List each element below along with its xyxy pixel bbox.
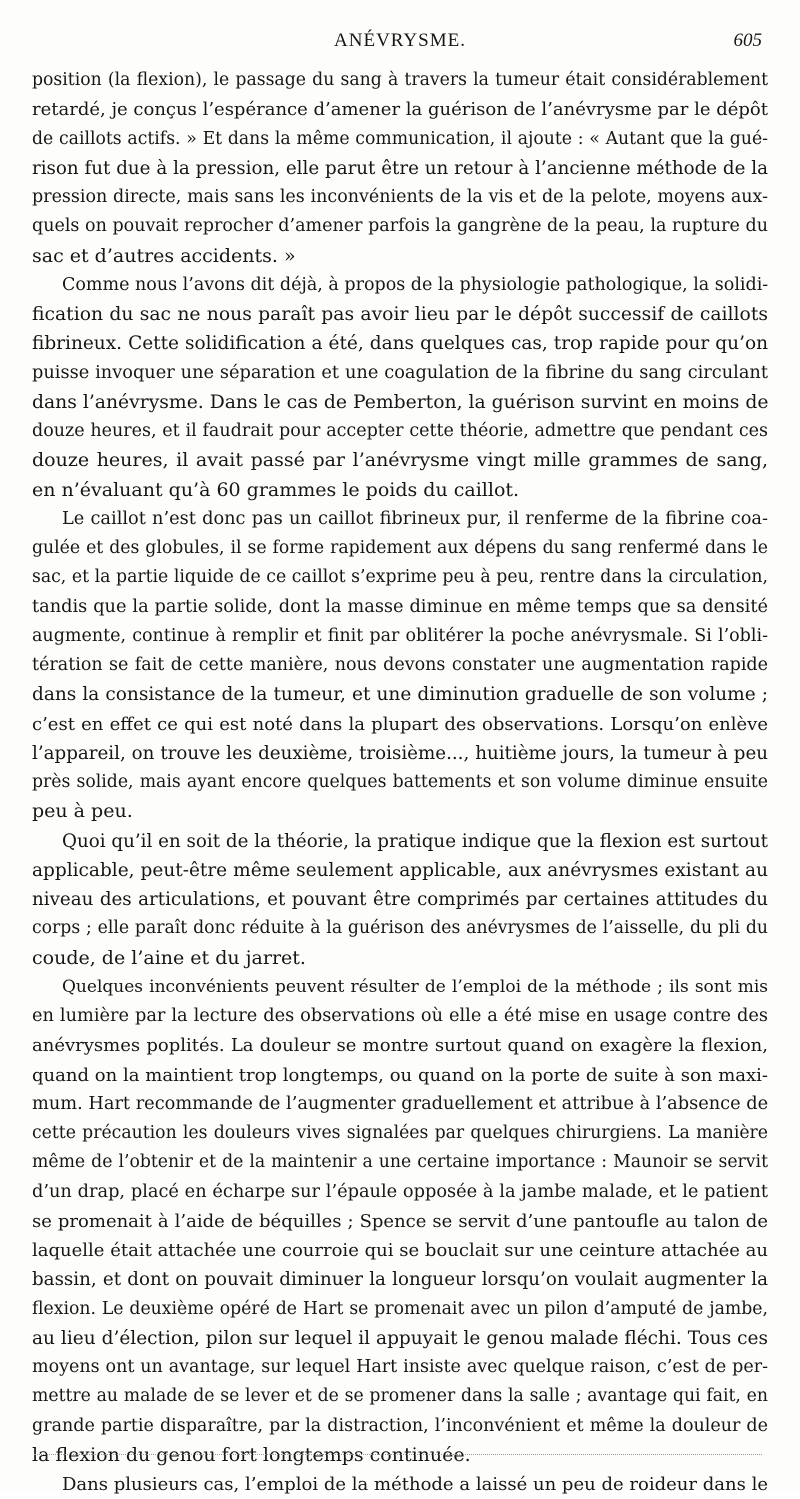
text-line: au lieu d’élection, pilon sur lequel il appuyait le genou malade fléchi. Tous ces [32,1327,768,1349]
text-line: même de l’obtenir et de la maintenir a une certaine importance : Maunoir se servit [32,1152,768,1173]
text-line: d’un drap, placé en écharpe sur l’épaule opposée à la jambe malade, et le patient [32,1181,768,1202]
text-line: puisse invoquer une séparation et une coagulation de la fibrine du sang circulant [32,362,768,383]
text-line: cette précaution les douleurs vives signalées par quelques chirurgiens. La manière [32,1123,768,1143]
text-line: gulée et des globules, il se forme rapidement aux dépens du sang renfermé dans le [32,538,768,558]
text-line: c’est en effet ce qui est noté dans la plupart des observations. Lorsqu’on enlève [32,713,768,735]
text-line: douze heures, il avait passé par l’anévrysme vingt mille grammes de sang, [32,449,768,472]
text-line: l’appareil, on trouve les deuxième, troisième..., huitième jours, la tumeur à peu [32,742,768,764]
text-line: Dans plusieurs cas, l’emploi de la méthode a laissé un peu de roideur dans le [62,1474,768,1495]
body-text [32,66,768,1499]
text-line: Quelques inconvénients peuvent résulter de l’emploi de la méthode ; ils sont mis [62,976,768,997]
text-line: bassin, et dont on pouvait diminuer la longueur lorsqu’on voulait augmenter la [32,1269,768,1291]
text-line: fication du sac ne nous paraît pas avoir lieu par le dépôt successif de caillots [32,304,768,325]
text-line: grande partie disparaître, par la distraction, l’inconvénient et même la douleur de [32,1415,768,1436]
bottom-rule [34,1454,762,1455]
text-line: coude, de l’aine et du jarret. [32,946,306,969]
text-line: mum. Hart recommande de l’augmenter graduellement et attribue à l’absence de [32,1093,768,1114]
text-line: flexion. Le deuxième opéré de Hart se promenait avec un pilon d’amputé de jambe, [32,1298,768,1319]
text-line: anévrysmes poplités. La douleur se montre surtout quand on exagère la flexion, [32,1035,768,1057]
text-line: dans l’anévrysme. Dans le cas de Pemberton, la guérison survint en moins de [32,391,768,413]
text-line: quels on pouvait reprocher d’amener parfois la gangrène de la peau, la rupture du [32,216,768,237]
text-line: de caillots actifs. » Et dans la même communication, il ajoute : « Autant que la gué- [32,128,768,149]
text-line: tération se fait de cette manière, nous devons constater une augmentation rapide [32,655,768,675]
text-line: Quoi qu’il en soit de la théorie, la pratique indique que la flexion est surtout [62,830,768,852]
text-line: Comme nous l’avons dit déjà, à propos de la physiologie pathologique, la solidi- [62,274,768,295]
text-line: niveau des articulations, et pouvant être comprimés par certaines attitudes du [32,889,768,910]
text-line: douze heures, et il faudrait pour accepter cette théorie, admettre que pendant ces [32,421,768,441]
text-line: en n’évaluant qu’à 60 grammes le poids du caillot. [32,478,520,501]
text-line: augmente, continue à remplir et finit par oblitérer la poche anévrysmale. Si l’obli- [32,625,768,646]
text-line: corps ; elle paraît donc réduite à la guérison des anévrysmes de l’aisselle, du pli du [32,918,768,939]
text-line: position (la flexion), le passage du sang à travers la tumeur était considérablement [32,70,768,90]
text-line: la flexion du genou fort longtemps continuée. [32,1443,471,1466]
text-line: sac, et la partie liquide de ce caillot s’exprime peu à peu, rentre dans la circulation, [32,567,768,588]
text-line: laquelle était attachée une courroie qui se bouclait sur une ceinture attachée au [32,1240,768,1261]
text-line: moyens ont un avantage, sur lequel Hart insiste avec quelque raison, c’est de per- [32,1357,768,1377]
page-title: ANÉVRYSME. [334,30,466,51]
text-line: dans la consistance de la tumeur, et une diminution graduelle de son volume ; [32,684,768,706]
text-line: quand on la maintient trop longtemps, ou quand on la porte de suite à son maxi- [32,1064,768,1086]
text-line: peu à peu. [32,800,133,823]
running-header [34,30,766,58]
text-line: sac et d’autres accidents. » [32,244,296,267]
text-line: près solide, mais ayant encore quelques battements et son volume diminue ensuite [32,772,768,792]
text-line: se promenait à l’aide de béquilles ; Spence se servit d’une pantoufle au talon de [32,1210,768,1232]
text-line: retardé, je conçus l’espérance d’amener la guérison de l’anévrysme par le dépôt [32,99,768,121]
text-line: pression directe, mais sans les inconvénients de la vis et de la pelote, moyens aux- [32,187,768,207]
text-line: fibrineux. Cette solidification a été, dans quelques cas, trop rapide pour qu’on [32,333,768,355]
text-line: Le caillot n’est donc pas un caillot fibrineux pur, il renferme de la fibrine coa- [62,508,768,529]
text-line: mettre au malade de se lever et de se promener dans la salle ; avantage qui fait, en [32,1386,768,1407]
text-line: applicable, peut-être même seulement applicable, aux anévrysmes existant au [32,859,768,881]
text-line: tandis que la partie solide, dont la masse diminue en même temps que sa densité [32,596,768,617]
text-line: en lumière par la lecture des observations où elle a été mise en usage contre des [32,1006,768,1026]
text-line: rison fut due à la pression, elle parut être un retour à l’ancienne méthode de la [32,157,768,179]
page-number: 605 [733,30,762,51]
